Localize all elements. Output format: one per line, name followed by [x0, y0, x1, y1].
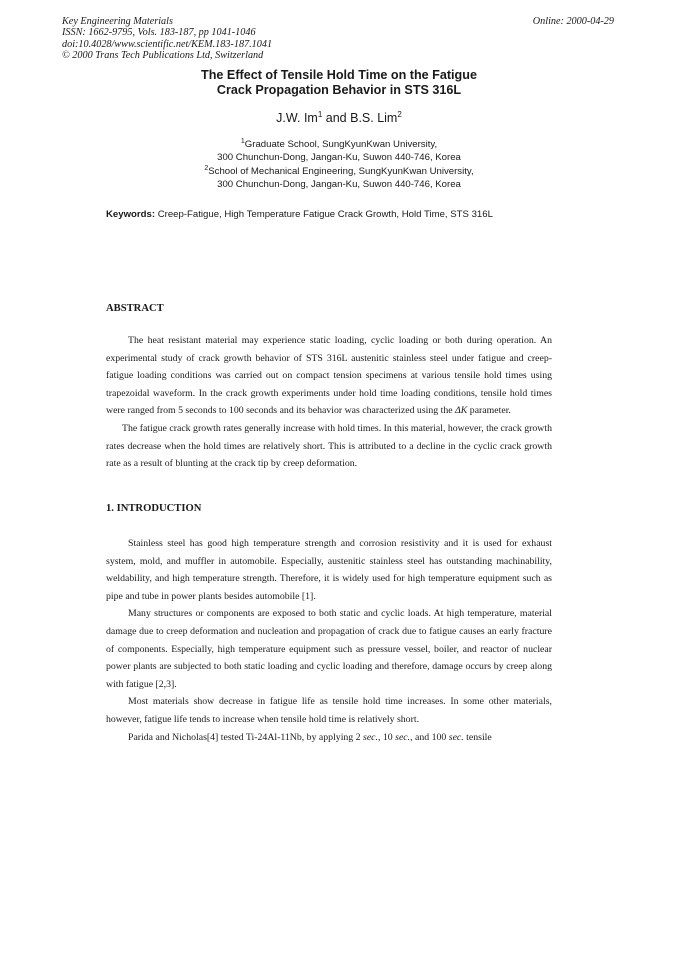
online-date: Online: 2000-04-29 [532, 16, 614, 27]
author-1-mark: 1 [317, 110, 323, 119]
affiliation-1-line-2: 300 Chunchun-Dong, Jangan-Ku, Suwon 440-746, Korea [217, 151, 461, 163]
intro-p4-text-d: tensile [463, 731, 492, 743]
abstract-paragraph-1 [106, 332, 552, 420]
abstract-body [106, 332, 552, 473]
introduction-body [106, 535, 552, 746]
author-2: B.S. Lim [350, 111, 398, 126]
journal-header [62, 16, 272, 62]
intro-paragraph-2: Many structures or components are exposed to both static and cyclic loads. At high temperature, material damage due to creep deformation and nucleation and propagation of crack due to fatigue causes an early fracture of components. Especially, high temperature equipment such as pressure vessel, boiler, and reactor of nuclear power plants are subjected to both static loading and cyclic loading and therefore, damage occurs by creep along with fatigue [2,3]. [106, 608, 552, 690]
paper-title [0, 68, 678, 98]
intro-p4-text-b: , 10 [377, 731, 396, 743]
intro-p4-text-a: Parida and Nicholas[4] tested Ti-24Al-11Nb, by applying 2 [128, 731, 364, 743]
introduction-heading: 1. INTRODUCTION [106, 503, 202, 514]
title-line-1: The Effect of Tensile Hold Time on the Fatigue [201, 68, 477, 82]
affiliation-1 [0, 136, 678, 164]
affiliation-2 [0, 163, 678, 191]
affiliation-2-line-1: School of Mechanical Engineering, SungKyunKwan University, [208, 166, 474, 178]
intro-p4-text-c: , and 100 [410, 731, 449, 743]
abstract-heading: ABSTRACT [106, 303, 164, 314]
intro-paragraph-4 [106, 729, 552, 747]
author-2-mark: 2 [397, 110, 402, 119]
abstract-p1-text-b: parameter. [467, 405, 511, 417]
intro-paragraph-3: Most materials show decrease in fatigue life as tensile hold time increases. In some other materials, however, fatigue life tends to increase when tensile hold time is relatively short. [106, 696, 552, 725]
issn-line: ISSN: 1662-9795, Vols. 183-187, pp 1041-1046 [62, 27, 256, 39]
abstract-p1-text-a: The heat resistant material may experience static loading, cyclic loading or both during operation. An experimental study of crack growth behavior of STS 316L austenitic stainless steel under fatigue and creep-fatigue loading conditions was carried out on compact tension specimens at various tensile hold times using trapezoidal waveform. In the crack growth experiments under hold time loading conditions, tensile hold times were ranged from 5 seconds to 100 seconds and its behavior was characterized using the [106, 335, 552, 417]
unit-sec-2: sec. [395, 731, 411, 743]
title-line-2: Crack Propagation Behavior in STS 316L [216, 83, 462, 97]
copyright-line: © 2000 Trans Tech Publications Ltd, Switzerland [62, 50, 264, 62]
doi-line: doi:10.4028/www.scientific.net/KEM.183-187.1041 [62, 38, 273, 50]
affiliation-1-mark: 1 [240, 138, 245, 145]
keywords-text: Creep-Fatigue, High Temperature Fatigue Crack Growth, Hold Time, STS 316L [155, 209, 493, 220]
affiliation-1-line-1: Graduate School, SungKyunKwan University, [244, 139, 438, 151]
unit-sec-3: sec. [448, 731, 464, 743]
delta-k-symbol: ΔK [455, 405, 468, 417]
author-1: J.W. Im [276, 111, 318, 126]
abstract-paragraph-2: The fatigue crack growth rates generally increase with hold times. In this material, however, the crack growth rates decrease when the hold times are relatively short. This is attributed to a decline in the cyclic crack growth rate as a result of blunting at the crack tip by creep deformation. [106, 422, 552, 470]
author-list [0, 110, 678, 125]
affiliation-2-mark: 2 [204, 165, 209, 172]
intro-paragraph-1: Stainless steel has good high temperature strength and corrosion resistivity and it is used for exhaust system, mold, and muffler in automobile. Especially, austenitic stainless steel has outstanding machinability, weldability, and high temperature strength. Therefore, it is widely used for high temperature equipment such as pipe and tube in power plants besides automobile [1]. [106, 538, 552, 602]
affiliation-2-line-2: 300 Chunchun-Dong, Jangan-Ku, Suwon 440-746, Korea [217, 178, 461, 190]
author-conjunction: and [322, 111, 351, 126]
journal-name: Key Engineering Materials [62, 16, 173, 27]
keywords-label: Keywords: [106, 209, 156, 220]
unit-sec-1: sec. [363, 731, 378, 743]
keywords [106, 209, 493, 220]
